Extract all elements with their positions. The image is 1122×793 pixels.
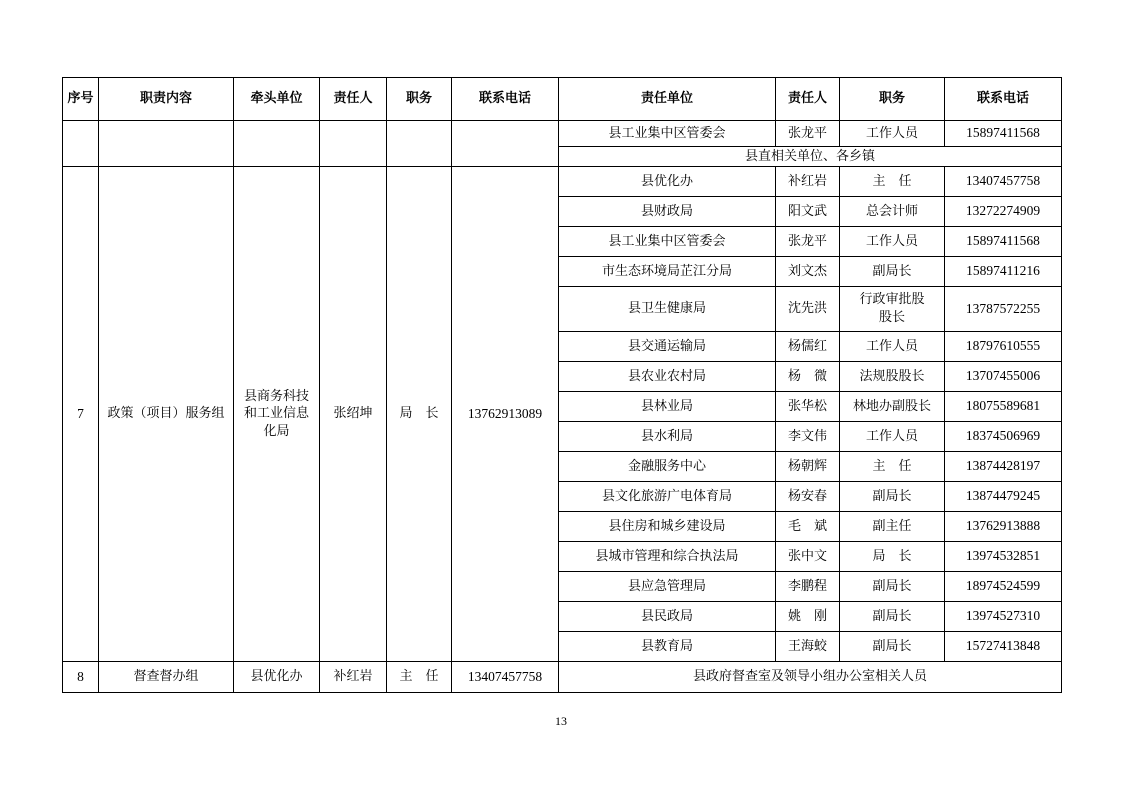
- header-lead-person: 责任人: [320, 78, 387, 121]
- resp-title-cell: 副局长: [840, 572, 945, 602]
- header-resp-person: 责任人: [776, 78, 840, 121]
- resp-title-cell: 主 任: [840, 167, 945, 197]
- cont-lead-title-cell: [387, 121, 452, 167]
- resp-phone-cell: 15727413848: [945, 632, 1062, 662]
- resp-unit-cell: 县水利局: [559, 422, 776, 452]
- lead-title-cell: 主 任: [387, 662, 452, 693]
- resp-unit-cell: 县文化旅游广电体育局: [559, 482, 776, 512]
- resp-title-cell: 工作人员: [840, 332, 945, 362]
- resp-phone-cell: 13762913888: [945, 512, 1062, 542]
- lead-person-cell: 张绍坤: [320, 167, 387, 662]
- cont-seq-cell: [63, 121, 99, 167]
- merged-note-cell: 县直相关单位、各乡镇: [559, 147, 1062, 167]
- resp-person-cell: 沈先洪: [776, 287, 840, 332]
- header-resp-phone: 联系电话: [945, 78, 1062, 121]
- merged-note-cell: 县政府督查室及领导小组办公室相关人员: [559, 662, 1062, 693]
- resp-title-cell: 副局长: [840, 482, 945, 512]
- lead-person-cell: 补红岩: [320, 662, 387, 693]
- resp-title-cell: 行政审批股股长: [840, 287, 945, 332]
- resp-phone-cell: 13974527310: [945, 602, 1062, 632]
- resp-unit-cell: 县工业集中区管委会: [559, 227, 776, 257]
- resp-phone-cell: 18075589681: [945, 392, 1062, 422]
- resp-phone-cell: 13874428197: [945, 452, 1062, 482]
- resp-person-cell: 杨 微: [776, 362, 840, 392]
- seq-cell: 8: [63, 662, 99, 693]
- resp-phone-cell: 13787572255: [945, 287, 1062, 332]
- resp-title-cell: 总会计师: [840, 197, 945, 227]
- resp-unit-cell: 金融服务中心: [559, 452, 776, 482]
- header-resp-unit: 责任单位: [559, 78, 776, 121]
- resp-unit-cell: 县民政局: [559, 602, 776, 632]
- resp-person-cell: 张华松: [776, 392, 840, 422]
- resp-unit-cell: 县应急管理局: [559, 572, 776, 602]
- header-lead-phone: 联系电话: [452, 78, 559, 121]
- resp-phone-cell: 13974532851: [945, 542, 1062, 572]
- resp-person-cell: 杨朝辉: [776, 452, 840, 482]
- resp-phone-cell: 15897411216: [945, 257, 1062, 287]
- resp-phone-cell: 18374506969: [945, 422, 1062, 452]
- resp-title-cell: 局 长: [840, 542, 945, 572]
- resp-person-cell: 李文伟: [776, 422, 840, 452]
- resp-person-cell: 姚 刚: [776, 602, 840, 632]
- resp-unit-cell: 县农业农村局: [559, 362, 776, 392]
- resp-person-cell: 张龙平: [776, 121, 840, 147]
- resp-title-cell: 主 任: [840, 452, 945, 482]
- resp-title-cell: 副局长: [840, 632, 945, 662]
- resp-phone-cell: 13407457758: [945, 167, 1062, 197]
- resp-person-cell: 杨安春: [776, 482, 840, 512]
- resp-unit-cell: 县优化办: [559, 167, 776, 197]
- cont-lead-person-cell: [320, 121, 387, 167]
- resp-title-cell: 副主任: [840, 512, 945, 542]
- header-resp-title: 职务: [840, 78, 945, 121]
- resp-title-cell: 副局长: [840, 602, 945, 632]
- duty-cell: 政策（项目）服务组: [99, 167, 234, 662]
- lead-phone-cell: 13407457758: [452, 662, 559, 693]
- resp-title-cell: 副局长: [840, 257, 945, 287]
- lead-phone-cell: 13762913089: [452, 167, 559, 662]
- resp-person-cell: 王海蛟: [776, 632, 840, 662]
- resp-person-cell: 杨儒红: [776, 332, 840, 362]
- lead-title-cell: 局 长: [387, 167, 452, 662]
- resp-unit-cell: 县教育局: [559, 632, 776, 662]
- resp-person-cell: 李鹏程: [776, 572, 840, 602]
- duty-cell: 督查督办组: [99, 662, 234, 693]
- resp-title-cell: 工作人员: [840, 121, 945, 147]
- header-lead-title: 职务: [387, 78, 452, 121]
- table-row: [63, 167, 1062, 197]
- resp-unit-cell: 县交通运输局: [559, 332, 776, 362]
- responsibility-table: [62, 77, 1062, 693]
- resp-unit-cell: 县工业集中区管委会: [559, 121, 776, 147]
- header-lead-unit: 牵头单位: [234, 78, 320, 121]
- resp-person-cell: 阳文武: [776, 197, 840, 227]
- lead-unit-cell: 县优化办: [234, 662, 320, 693]
- page-number: 13: [555, 714, 567, 728]
- header-row: [63, 78, 1062, 121]
- resp-unit-cell: 县城市管理和综合执法局: [559, 542, 776, 572]
- header-seq: 序号: [63, 78, 99, 121]
- resp-unit-cell: 县卫生健康局: [559, 287, 776, 332]
- resp-person-cell: 补红岩: [776, 167, 840, 197]
- resp-title-cell: 工作人员: [840, 227, 945, 257]
- resp-person-cell: 毛 斌: [776, 512, 840, 542]
- resp-unit-cell: 县住房和城乡建设局: [559, 512, 776, 542]
- header-duty: 职责内容: [99, 78, 234, 121]
- resp-phone-cell: 18797610555: [945, 332, 1062, 362]
- table-row: [63, 121, 1062, 147]
- table-row: [63, 662, 1062, 693]
- resp-unit-cell: 市生态环境局芷江分局: [559, 257, 776, 287]
- resp-phone-cell: 18974524599: [945, 572, 1062, 602]
- resp-phone-cell: 13874479245: [945, 482, 1062, 512]
- resp-title-cell: 林地办副股长: [840, 392, 945, 422]
- resp-title-cell: 法规股股长: [840, 362, 945, 392]
- resp-person-cell: 刘文杰: [776, 257, 840, 287]
- seq-cell: 7: [63, 167, 99, 662]
- resp-unit-cell: 县财政局: [559, 197, 776, 227]
- resp-title-cell: 工作人员: [840, 422, 945, 452]
- lead-unit-cell: 县商务科技和工业信息化局: [234, 167, 320, 662]
- resp-phone-cell: 13272274909: [945, 197, 1062, 227]
- cont-lead-phone-cell: [452, 121, 559, 167]
- resp-phone-cell: 15897411568: [945, 121, 1062, 147]
- resp-unit-cell: 县林业局: [559, 392, 776, 422]
- resp-phone-cell: 15897411568: [945, 227, 1062, 257]
- resp-person-cell: 张中文: [776, 542, 840, 572]
- resp-person-cell: 张龙平: [776, 227, 840, 257]
- resp-phone-cell: 13707455006: [945, 362, 1062, 392]
- cont-duty-cell: [99, 121, 234, 167]
- cont-lead-unit-cell: [234, 121, 320, 167]
